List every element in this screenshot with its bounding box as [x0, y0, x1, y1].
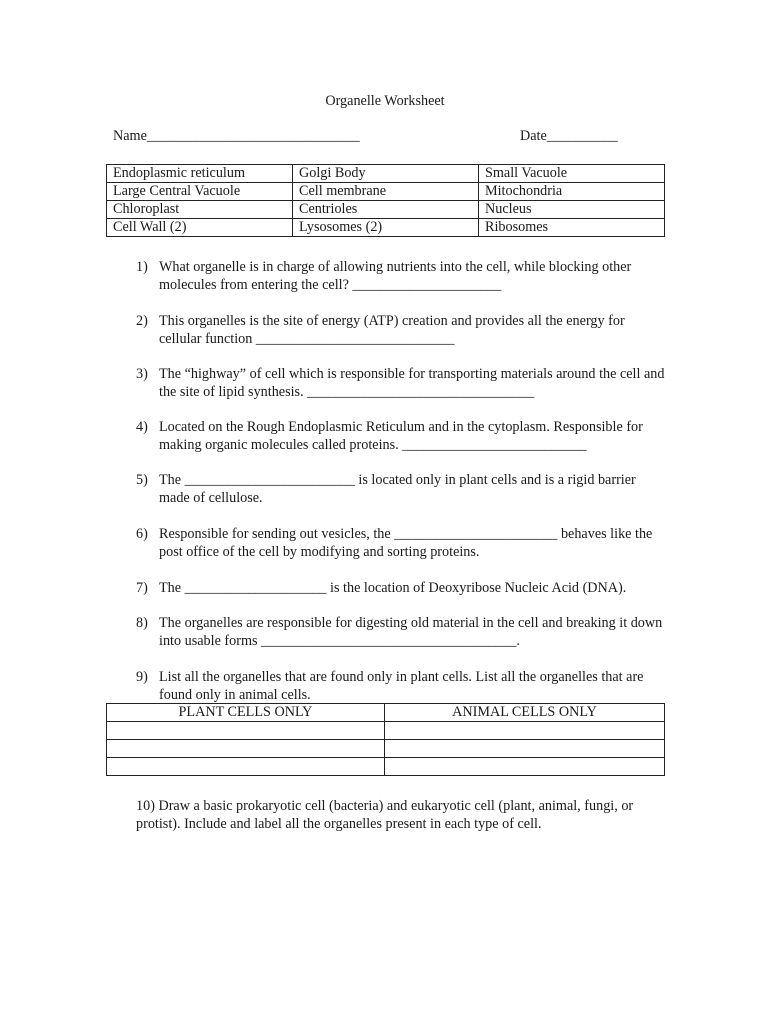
table-row: [107, 758, 665, 776]
word-bank-cell: Lysosomes (2): [293, 219, 479, 237]
animal-cell-answer[interactable]: [385, 740, 665, 758]
word-bank-row: [107, 165, 665, 183]
word-bank-cell: Cell membrane: [293, 183, 479, 201]
question-number: 8): [136, 615, 148, 631]
question-3: [136, 365, 666, 401]
question-5: [136, 471, 666, 507]
word-bank-cell: Chloroplast: [107, 201, 293, 219]
question-2: [136, 312, 666, 348]
question-1: [136, 258, 666, 294]
question-text: Located on the Rough Endoplasmic Reticulum and in the cytoplasm. Responsible for making organic molecules called proteins. __________________________: [159, 419, 643, 453]
plant-animal-table: [106, 703, 665, 776]
question-9: [136, 668, 666, 704]
table-row: [107, 740, 665, 758]
date-field[interactable]: Date__________: [520, 128, 618, 144]
animal-cells-header: ANIMAL CELLS ONLY: [385, 704, 665, 722]
word-bank-cell: Nucleus: [479, 201, 665, 219]
question-10: 10) Draw a basic prokaryotic cell (bacteria) and eukaryotic cell (plant, animal, fungi, or protist). Include and label all the organelles present in each type of cell.: [136, 798, 634, 832]
plant-cells-header: PLANT CELLS ONLY: [107, 704, 385, 722]
table-header-row: [107, 704, 665, 722]
name-field[interactable]: Name______________________________: [113, 128, 360, 144]
question-number: 2): [136, 313, 148, 329]
plant-cell-answer[interactable]: [107, 740, 385, 758]
word-bank-row: [107, 219, 665, 237]
question-text: List all the organelles that are found only in plant cells. List all the organelles that are found only in animal cells.: [159, 669, 644, 703]
word-bank-cell: Endoplasmic reticulum: [107, 165, 293, 183]
question-text: This organelles is the site of energy (ATP) creation and provides all the energy for cellular function ____________________________: [159, 313, 625, 347]
question-number: 5): [136, 472, 148, 488]
word-bank-table: [106, 164, 665, 237]
question-4: [136, 418, 666, 454]
word-bank-cell: Centrioles: [293, 201, 479, 219]
question-8: [136, 614, 666, 650]
page-title: Organelle Worksheet: [325, 93, 445, 109]
question-6: [136, 525, 666, 561]
question-number: 1): [136, 259, 148, 275]
question-number: 3): [136, 366, 148, 382]
plant-cell-answer[interactable]: [107, 722, 385, 740]
question-7: [136, 579, 666, 597]
word-bank-cell: Cell Wall (2): [107, 219, 293, 237]
question-text: The organelles are responsible for digesting old material in the cell and breaking it down into usable forms ____________________________________.: [159, 615, 663, 649]
question-number: 4): [136, 419, 148, 435]
question-number: 7): [136, 580, 148, 596]
word-bank-cell: Large Central Vacuole: [107, 183, 293, 201]
plant-cell-answer[interactable]: [107, 758, 385, 776]
word-bank-cell: Ribosomes: [479, 219, 665, 237]
animal-cell-answer[interactable]: [385, 722, 665, 740]
word-bank-row: [107, 183, 665, 201]
word-bank-cell: Small Vacuole: [479, 165, 665, 183]
question-text: The ____________________ is the location of Deoxyribose Nucleic Acid (DNA).: [159, 580, 627, 596]
question-text: The ________________________ is located only in plant cells and is a rigid barrier made of cellulose.: [159, 472, 636, 506]
word-bank-cell: Mitochondria: [479, 183, 665, 201]
question-text: Responsible for sending out vesicles, the _______________________ behaves like the post office of the cell by modifying and sorting proteins.: [159, 526, 653, 560]
animal-cell-answer[interactable]: [385, 758, 665, 776]
question-text: The “highway” of cell which is responsible for transporting materials around the cell and the site of lipid synthesis. ________________________________: [159, 366, 665, 400]
question-number: 6): [136, 526, 148, 542]
word-bank-row: [107, 201, 665, 219]
table-row: [107, 722, 665, 740]
question-text: What organelle is in charge of allowing nutrients into the cell, while blocking other molecules from entering the cell? _____________________: [159, 259, 632, 293]
word-bank-cell: Golgi Body: [293, 165, 479, 183]
question-number: 9): [136, 669, 148, 685]
